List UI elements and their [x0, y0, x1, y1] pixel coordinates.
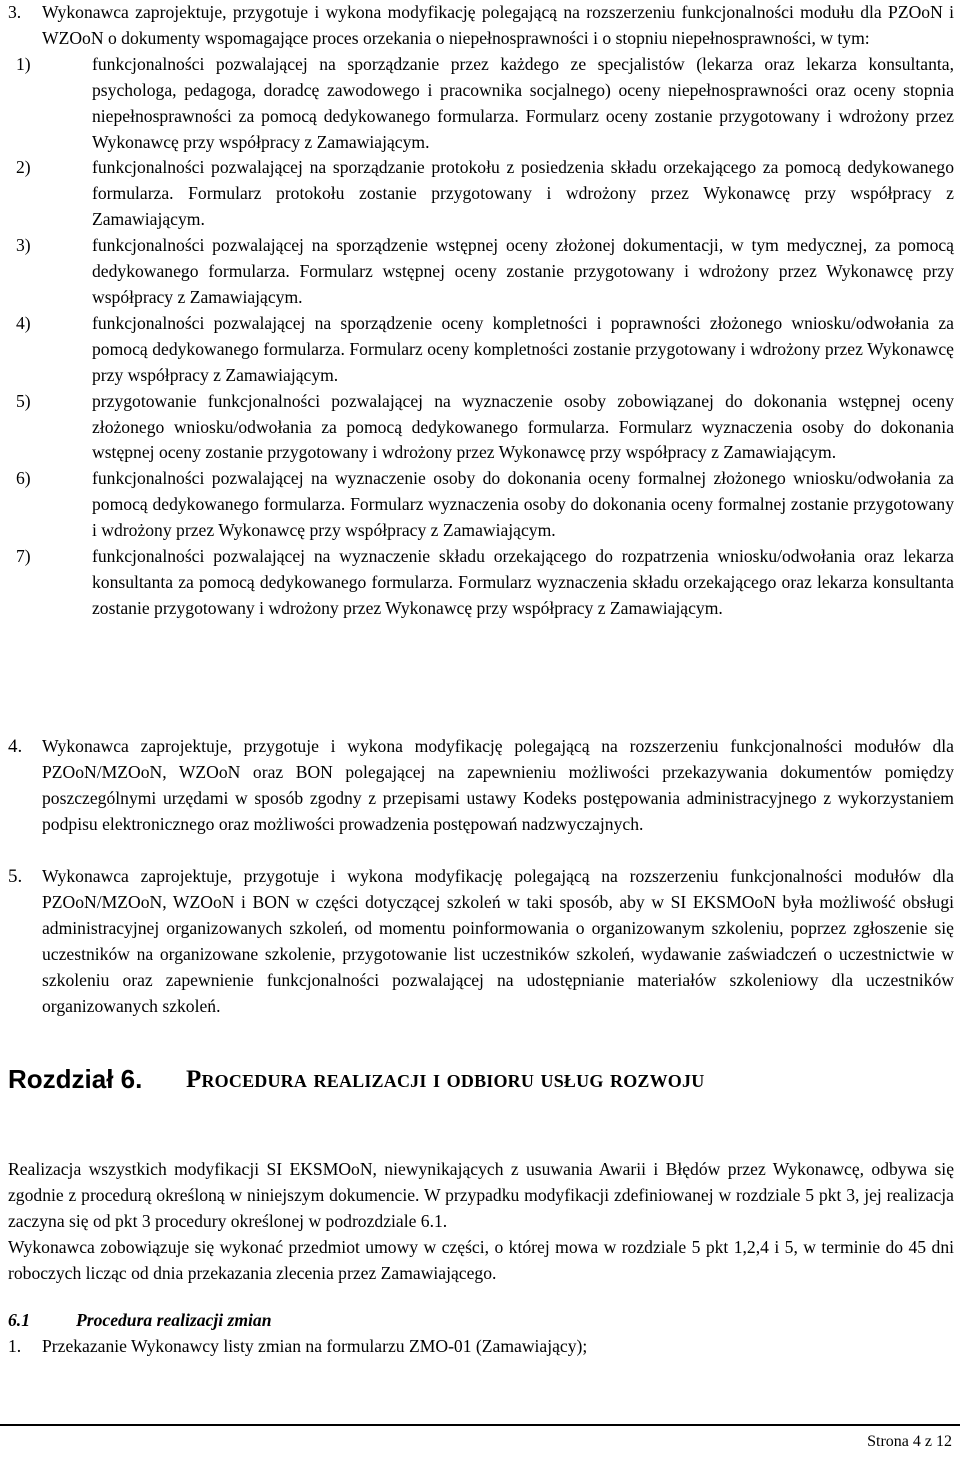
section-number: 6.1 — [8, 1310, 30, 1330]
list-item-number: 3. — [8, 2, 22, 22]
list-item-3 — [8, 0, 954, 622]
sub-item-5 — [16, 389, 954, 467]
intro-paragraph-1: Realizacja wszystkich modyfikacji SI EKSMOoN, niewynikających z usuwania Awarii i Błędów przez Wykonawcę, odbywa się zgodnie z procedurą określoną w niniejszym dokumencie. W przypadku modyfikacji zdefiniowanej w rozdziale 5 pkt 3, jej realizacja zaczyna się od pkt 3 procedury określonej w podrozdziale 6.1. — [8, 1159, 954, 1231]
step-number: 1. — [8, 1336, 22, 1356]
sub-item-text: funkcjonalności pozwalającej na sporządzenie wstępnej oceny złożonej dokumentacji, w tym medycznej, za pomocą dedykowanego formularza. Formularz wstępnej oceny zostanie przygotowany i wdrożony przez Wykonawcę przy współpracy z Zamawiającym. — [92, 235, 954, 307]
chapter-title — [186, 1066, 704, 1094]
list-item-text: Wykonawca zaprojektuje, przygotuje i wykona modyfikację polegającą na rozszerzeniu funkcjonalności modułów dla PZOoN/MZOoN, WZOoN i BON w części dotyczącej szkoleń w taki sposób, aby w SI EKSMOoN była możliwość obsługi administracyjnej organizowanych szkoleń, od momentu poinformowania o organizowanym szkoleniu, poprzez zgłoszenie się uczestników na organizowane szkolenie, przygotowanie list uczestników szkoleń, wydawanie zaświadczeń o uczestnictwie w szkoleniu oraz zapewnienie funkcjonalności pozwalającej na udostępnianie materiałów szkoleniowy dla uczestników organizowanych szkoleń. — [42, 866, 954, 1016]
list-item-5 — [8, 864, 954, 1019]
chapter-title-initial: P — [186, 1066, 202, 1093]
sub-item-text: funkcjonalności pozwalającej na sporządzenie oceny kompletności i poprawności złożonego wniosku/odwołania za pomocą dedykowanego formularza. Formularz oceny kompletności zostanie przygotowany i wdrożony przez Wykonawcę przy współpracy z Zamawiającym. — [92, 312, 954, 385]
chapter-label: Rozdział 6. — [8, 1064, 143, 1094]
sub-item-1 — [16, 52, 954, 156]
chapter-intro — [8, 1157, 954, 1287]
footer-divider — [0, 1424, 960, 1426]
sub-item-number: 4) — [16, 312, 31, 333]
sub-item-number: 7) — [16, 546, 31, 567]
step-text: Przekazanie Wykonawcy listy zmian na formularzu ZMO-01 (Zamawiający); — [42, 1336, 588, 1356]
page-number: Strona 4 z 12 — [867, 1433, 952, 1450]
sub-item-number: 3) — [16, 235, 31, 256]
sub-item-text: funkcjonalności pozwalającej na sporządzanie protokołu z posiedzenia składu orzekającego za pomocą dedykowanego formularza. Formularz protokołu zostanie przygotowany i wdrożony przez Wykonawcę przy współpracy z Zamawiającym. — [92, 157, 954, 230]
section-title: Procedura realizacji zmian — [76, 1310, 272, 1330]
chapter-title-rest: rocedura realizacji i odbioru usług rozwoju — [201, 1066, 705, 1093]
sub-item-2 — [16, 155, 954, 233]
sub-item-6 — [16, 466, 954, 544]
sub-item-3 — [16, 233, 954, 311]
sub-item-7 — [16, 544, 954, 622]
chapter-heading — [8, 1064, 954, 1104]
sub-item-text: przygotowanie funkcjonalności pozwalającej na wyznaczenie osoby zobowiązanej do dokonania wstępnej oceny złożonego wniosku/odwołania za pomocą dedykowanego formularza. Formularz wyznaczenia osoby do dokonania wstępnej oceny zostanie przygotowany i wdrożony przez Wykonawcę przy współpracy z Zamawiającym. — [92, 390, 954, 463]
sub-item-number: 1) — [16, 53, 31, 74]
list-item-text: Wykonawca zaprojektuje, przygotuje i wykona modyfikację polegającą na rozszerzeniu funkcjonalności modułu dla PZOoN i WZOoN o dokumenty wspomagające proces orzekania o niepełnosprawności i o stopniu niepełnosprawności, w tym: — [42, 2, 954, 48]
sub-item-number: 5) — [16, 390, 31, 411]
sub-item-4 — [16, 311, 954, 389]
list-item-4 — [8, 734, 954, 838]
sub-item-text: funkcjonalności pozwalającej na wyznaczenie osoby do dokonania oceny formalnej złożonego wniosku/odwołania za pomocą dedykowanego formularza. Formularz wyznaczenia osoby do dokonania oceny formalnej zostanie przygotowany i wdrożony przez Wykonawcę przy współpracy z Zamawiającym. — [92, 468, 954, 541]
sub-item-text: funkcjonalności pozwalającej na wyznaczenie składu orzekającego do rozpatrzenia wniosku/odwołania oraz lekarza konsultanta za pomocą dedykowanego formularza. Formularz wyznaczenia składu orzekającego oraz lekarza konsultanta zostanie przygotowany i wdrożony przez Wykonawcę przy współpracy z Zamawiającym. — [92, 546, 954, 618]
sub-item-number: 6) — [16, 468, 31, 489]
list-item-text: Wykonawca zaprojektuje, przygotuje i wykona modyfikację polegającą na rozszerzeniu funkcjonalności modułów dla PZOoN/MZOoN, WZOoN oraz BON polegającej na zapewnieniu możliwości przekazywania dokumentów pomiędzy poszczególnymi urzędami w sposób zgodny z przepisami ustawy Kodeks postępowania administracyjnego z wykorzystaniem podpisu elektronicznego oraz możliwości prowadzenia postępowań nadzwyczajnych. — [42, 736, 954, 834]
sub-item-text: funkcjonalności pozwalającej na sporządzanie przez każdego ze specjalistów (lekarza oraz lekarza konsultanta, psychologa, pedagoga, doradcę zawodowego i pracownika socjalnego) oceny niepełnosprawności oraz oceny stopnia niepełnosprawności za pomocą dedykowanego formularza. Formularz oceny zostanie przygotowany i wdrożony przez Wykonawcę przy współpracy z Zamawiającym. — [92, 53, 954, 152]
list-item-number: 4. — [8, 736, 23, 757]
intro-paragraph-2: Wykonawca zobowiązuje się wykonać przedmiot umowy w części, o której mowa w rozdziale 5 pkt 1,2,4 i 5, w terminie do 45 dni roboczych licząc od dnia przekazania zlecenia przez Zamawiającego. — [8, 1236, 954, 1283]
list-item-number: 5. — [8, 866, 23, 887]
sub-item-number: 2) — [16, 157, 31, 178]
